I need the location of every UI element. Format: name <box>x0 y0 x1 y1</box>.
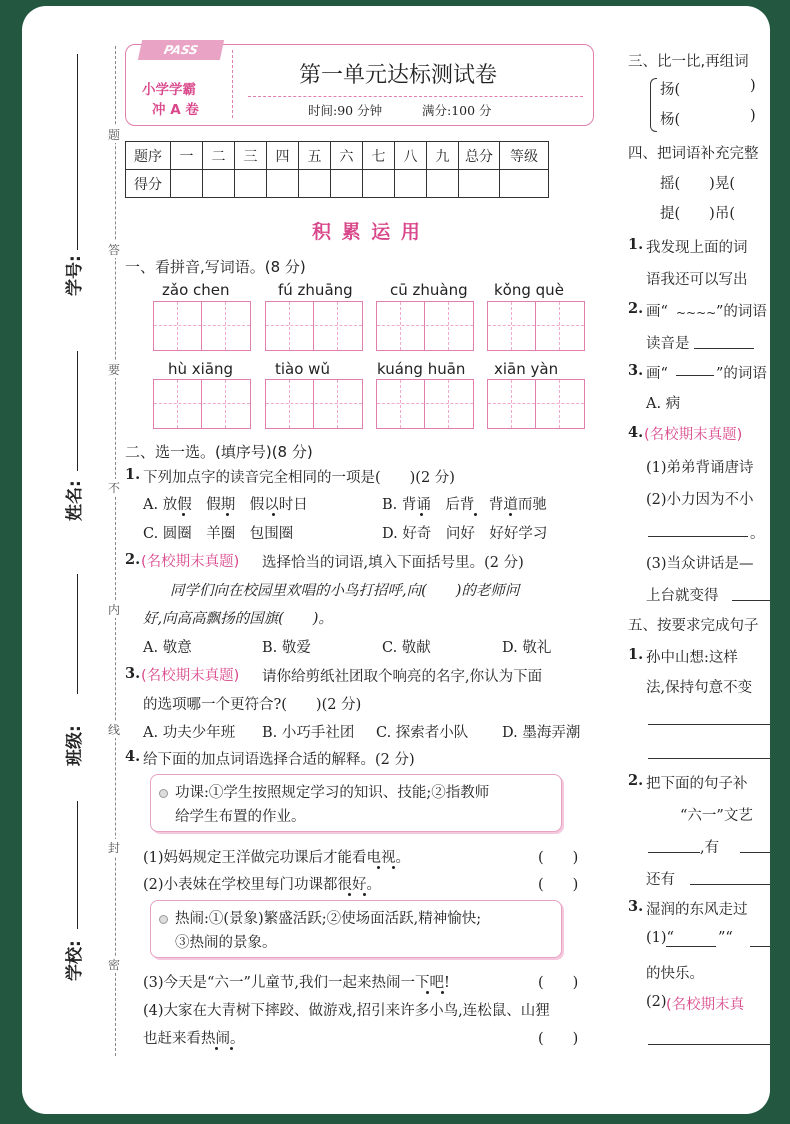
table-cell: 五 <box>299 142 331 170</box>
score-cell[interactable] <box>235 170 267 198</box>
text-line: (1)弟弟背诵唐诗 <box>646 460 754 476</box>
emphasis-dot <box>392 866 395 869</box>
score-table-header-row <box>126 142 549 170</box>
table-cell: 九 <box>427 142 459 170</box>
q2-heading: 二、选一选。(填序号)(8 分) <box>125 443 313 461</box>
table-cell: 四 <box>267 142 299 170</box>
table-cell: 七 <box>363 142 395 170</box>
table-cell: 三 <box>235 142 267 170</box>
answer-blank[interactable] <box>666 946 716 947</box>
seal-char: 不 <box>108 481 121 495</box>
q2-1-text: 下列加点字的读音完全相同的一项是( )(2 分) <box>143 470 455 486</box>
header-divider <box>232 50 233 118</box>
score-cell[interactable] <box>363 170 395 198</box>
table-cell: 一 <box>171 142 203 170</box>
exam-source-tag: (名校期末真 <box>666 997 745 1013</box>
text-line: ”的词语 <box>716 366 767 382</box>
title-underline <box>248 96 583 97</box>
seal-char: 答 <box>108 243 121 257</box>
answer-paren[interactable]: ( ) <box>538 975 579 991</box>
student-id-label: 学号: <box>65 255 85 296</box>
emphasis-dot <box>363 893 366 896</box>
seal-char: 题 <box>108 128 121 142</box>
brand-line-2: 冲 A 卷 <box>152 102 199 118</box>
item-number: 2. <box>628 300 644 317</box>
seal-char: 要 <box>108 363 121 377</box>
q5-heading: 五、按要求完成句子 <box>628 618 759 634</box>
text-line: 湿润的东风走过 <box>646 902 748 918</box>
section-title: 积 累 运 用 <box>312 221 422 243</box>
text-line: 语我还可以写出 <box>646 272 748 288</box>
score-table <box>125 141 549 198</box>
emphasis-dot <box>215 1047 218 1050</box>
name-line <box>77 351 78 471</box>
answer-blank[interactable] <box>740 852 770 853</box>
text-line: 还有 <box>646 872 675 888</box>
school-label: 学校: <box>65 940 85 981</box>
seal-char: 封 <box>108 841 121 855</box>
option-a[interactable]: A. 病 <box>646 396 681 412</box>
compare-paren: ) <box>750 78 756 94</box>
compare-char: 杨( <box>660 112 681 128</box>
seal-dashed-line <box>115 46 116 1056</box>
text-line: ,有 <box>700 840 720 856</box>
writing-grid[interactable] <box>153 301 251 351</box>
writing-grid[interactable] <box>487 379 585 429</box>
text-line: 读音是 <box>646 336 690 352</box>
option-d[interactable]: D. 好奇 问好 好好学习 <box>382 526 548 542</box>
answer-blank[interactable] <box>648 852 700 853</box>
compare-paren: ) <box>750 108 756 124</box>
option-c[interactable]: C. 圆圈 羊圈 包围圈 <box>143 526 294 542</box>
emphasis-dot <box>348 893 351 896</box>
text-line: 法,保持句意不变 <box>646 680 753 696</box>
emphasis-dot <box>226 513 229 516</box>
emphasis-dot <box>230 1047 233 1050</box>
straight-underline <box>676 375 714 376</box>
writing-grid[interactable] <box>487 301 585 351</box>
exam-time: 时间:90 分钟 <box>308 103 383 118</box>
text-line: ”“ <box>718 930 733 946</box>
q2-4-item2: (2)小表妹在学校里每门功课都很好。 <box>143 877 382 893</box>
emphasis-dot <box>377 866 380 869</box>
answer-blank[interactable] <box>648 536 748 537</box>
text-line: 我发现上面的词 <box>646 240 748 256</box>
answer-blank[interactable] <box>732 600 770 601</box>
text-line: ”的词语 <box>716 304 767 320</box>
compare-char: 扬( <box>660 82 681 98</box>
q2-4-text: 给下面的加点词语选择合适的解释。(2 分) <box>143 752 415 768</box>
option-a[interactable]: A. 功夫少年班 <box>143 725 236 741</box>
q2-4-item1: (1)妈妈规定王洋做完功课后才能看电视。 <box>143 850 411 866</box>
writing-grid[interactable] <box>265 379 363 429</box>
idiom-fill: 摇( )晃( <box>660 176 735 192</box>
text-line: 画“ <box>646 366 668 382</box>
text-line: 画“ <box>646 304 668 320</box>
q2-4-number: 4. <box>125 748 141 765</box>
seal-char: 密 <box>108 958 121 972</box>
score-cell[interactable] <box>267 170 299 198</box>
q2-1-number: 1. <box>125 466 141 483</box>
score-cell[interactable] <box>331 170 363 198</box>
text-line: 。 <box>750 526 765 542</box>
text-line: 上台就变得 <box>646 588 719 604</box>
score-cell[interactable] <box>171 170 203 198</box>
bullet-icon <box>159 789 168 798</box>
q2-4-item4-line2: 也赶来看热闹。 <box>143 1031 245 1047</box>
definition-line2: ③热闹的景象。 <box>175 935 277 951</box>
pinyin: kǒng què <box>494 281 564 299</box>
q2-3-text-line2: 的选项哪一个更符合?( )(2 分) <box>143 697 362 713</box>
score-cell[interactable] <box>459 170 500 198</box>
emphasis-dot <box>182 513 185 516</box>
text-line: 的快乐。 <box>646 966 704 982</box>
pinyin: zǎo chen <box>162 281 230 299</box>
score-table-score-row <box>126 170 549 198</box>
emphasis-dot <box>420 513 423 516</box>
item-number: 2. <box>628 772 644 789</box>
pinyin: hù xiāng <box>168 360 234 378</box>
pass-logo: PASS <box>138 40 224 60</box>
q2-2-passage-line2: 好,向高高飘扬的国旗( )。 <box>143 611 333 627</box>
pinyin: fú zhuāng <box>278 281 353 299</box>
option-a[interactable]: A. 敬意 <box>143 640 192 656</box>
score-cell[interactable] <box>500 170 549 198</box>
q3-heading: 三、比一比,再组词 <box>628 54 749 70</box>
answer-blank[interactable] <box>694 348 754 349</box>
school-line <box>77 801 78 929</box>
answer-blank[interactable] <box>690 884 770 885</box>
emphasis-dot <box>426 991 429 994</box>
bullet-icon <box>159 915 168 924</box>
pinyin: cū zhuàng <box>390 281 468 299</box>
next-page-column <box>620 6 770 1114</box>
q2-2-passage-line1: 同学们向在校园里欢唱的小鸟打招呼,向( )的老师问 <box>170 583 520 599</box>
text-line: (1)“ <box>646 930 674 946</box>
answer-paren[interactable]: ( ) <box>538 850 579 866</box>
definition-note-renao <box>150 900 562 958</box>
option-d[interactable]: D. 墨海弄潮 <box>502 725 581 741</box>
exam-full-score: 满分:100 分 <box>422 103 492 118</box>
brand-line-1: 小学学霸 <box>142 82 196 98</box>
exam-paper <box>22 6 770 1114</box>
definition-note-gongke <box>150 774 562 832</box>
answer-blank[interactable] <box>648 1044 770 1045</box>
writing-grid[interactable] <box>376 379 474 429</box>
item-number: 1. <box>628 646 644 663</box>
table-cell: 二 <box>203 142 235 170</box>
text-line: “六一”文艺 <box>680 808 753 824</box>
table-cell: 等级 <box>500 142 549 170</box>
seal-char: 内 <box>108 603 121 617</box>
emphasis-dot <box>272 513 275 516</box>
q2-2-number: 2. <box>125 551 141 568</box>
item-number: 4. <box>628 424 644 441</box>
q2-3-text: 请你给剪纸社团取个响亮的名字,你认为下面 <box>262 669 543 685</box>
text-line: (3)当众讲话是— <box>646 556 754 572</box>
exam-source-tag: (名校期末真题) <box>141 554 240 570</box>
writing-grid[interactable] <box>153 379 251 429</box>
class-line <box>77 574 78 694</box>
table-cell: 总分 <box>459 142 500 170</box>
q4-heading: 四、把词语补充完整 <box>628 146 759 162</box>
definition-line1: 热闹:①(景象)繁盛活跃;②使场面活跃,精神愉快; <box>175 911 482 927</box>
writing-grid[interactable] <box>376 301 474 351</box>
pinyin: tiào wǔ <box>275 360 330 378</box>
wavy-line-icon: ~~~~ <box>676 306 717 320</box>
answer-paren[interactable]: ( ) <box>538 877 579 893</box>
q1-heading: 一、看拼音,写词语。(8 分) <box>125 258 306 276</box>
emphasis-dot <box>441 991 444 994</box>
name-label: 姓名: <box>65 480 85 521</box>
student-id-line <box>77 54 78 250</box>
answer-blank[interactable] <box>648 758 770 759</box>
score-cell[interactable] <box>299 170 331 198</box>
q2-4-item3: (3)今天是“六一”儿童节,我们一起来热闹一下吧! <box>143 975 450 991</box>
option-b[interactable]: B. 背诵 后背 背道而驰 <box>382 497 547 513</box>
definition-line2: 给学生布置的作业。 <box>175 809 306 825</box>
table-cell: 得分 <box>126 170 171 198</box>
option-b[interactable]: B. 敬爱 <box>262 640 311 656</box>
brace <box>650 78 657 132</box>
text-line: (2) <box>646 994 667 1010</box>
option-c[interactable]: C. 敬献 <box>382 640 431 656</box>
q2-4-item4-line1: (4)大家在大青树下摔跤、做游戏,招引来许多小鸟,连松鼠、山狸 <box>143 1003 550 1019</box>
item-number: 1. <box>628 236 644 253</box>
page-title: 第一单元达标测试卷 <box>299 63 498 88</box>
text-line: 孙中山想:这样 <box>646 650 738 666</box>
emphasis-dot <box>509 513 512 516</box>
class-label: 班级: <box>65 725 85 766</box>
answer-blank[interactable] <box>750 946 770 947</box>
idiom-fill: 提( )吊( <box>660 206 735 222</box>
answer-blank[interactable] <box>648 724 770 725</box>
q2-3-number: 3. <box>125 665 141 682</box>
score-cell[interactable] <box>427 170 459 198</box>
exam-source-tag: (名校期末真题) <box>644 427 743 443</box>
table-cell: 题序 <box>126 142 171 170</box>
text-line: (2)小力因为不小 <box>646 492 754 508</box>
option-b[interactable]: B. 小巧手社团 <box>262 725 355 741</box>
seal-char: 线 <box>108 723 121 737</box>
score-cell[interactable] <box>203 170 235 198</box>
score-cell[interactable] <box>395 170 427 198</box>
option-a[interactable]: A. 放假 假期 假以时日 <box>143 497 308 513</box>
answer-paren[interactable]: ( ) <box>538 1031 579 1047</box>
option-d[interactable]: D. 敬礼 <box>502 640 552 656</box>
item-number: 3. <box>628 898 644 915</box>
emphasis-dot <box>474 513 477 516</box>
item-number: 3. <box>628 362 644 379</box>
exam-source-tag: (名校期末真题) <box>141 668 240 684</box>
text-line: 把下面的句子补 <box>646 776 748 792</box>
table-cell: 八 <box>395 142 427 170</box>
q2-2-text: 选择恰当的词语,填入下面括号里。(2 分) <box>262 555 524 571</box>
table-cell: 六 <box>331 142 363 170</box>
pinyin: kuáng huān <box>377 360 466 378</box>
definition-line1: 功课:①学生按照规定学习的知识、技能;②指教师 <box>175 785 490 801</box>
pinyin: xiān yàn <box>494 360 559 378</box>
option-c[interactable]: C. 探索者小队 <box>376 725 469 741</box>
writing-grid[interactable] <box>265 301 363 351</box>
